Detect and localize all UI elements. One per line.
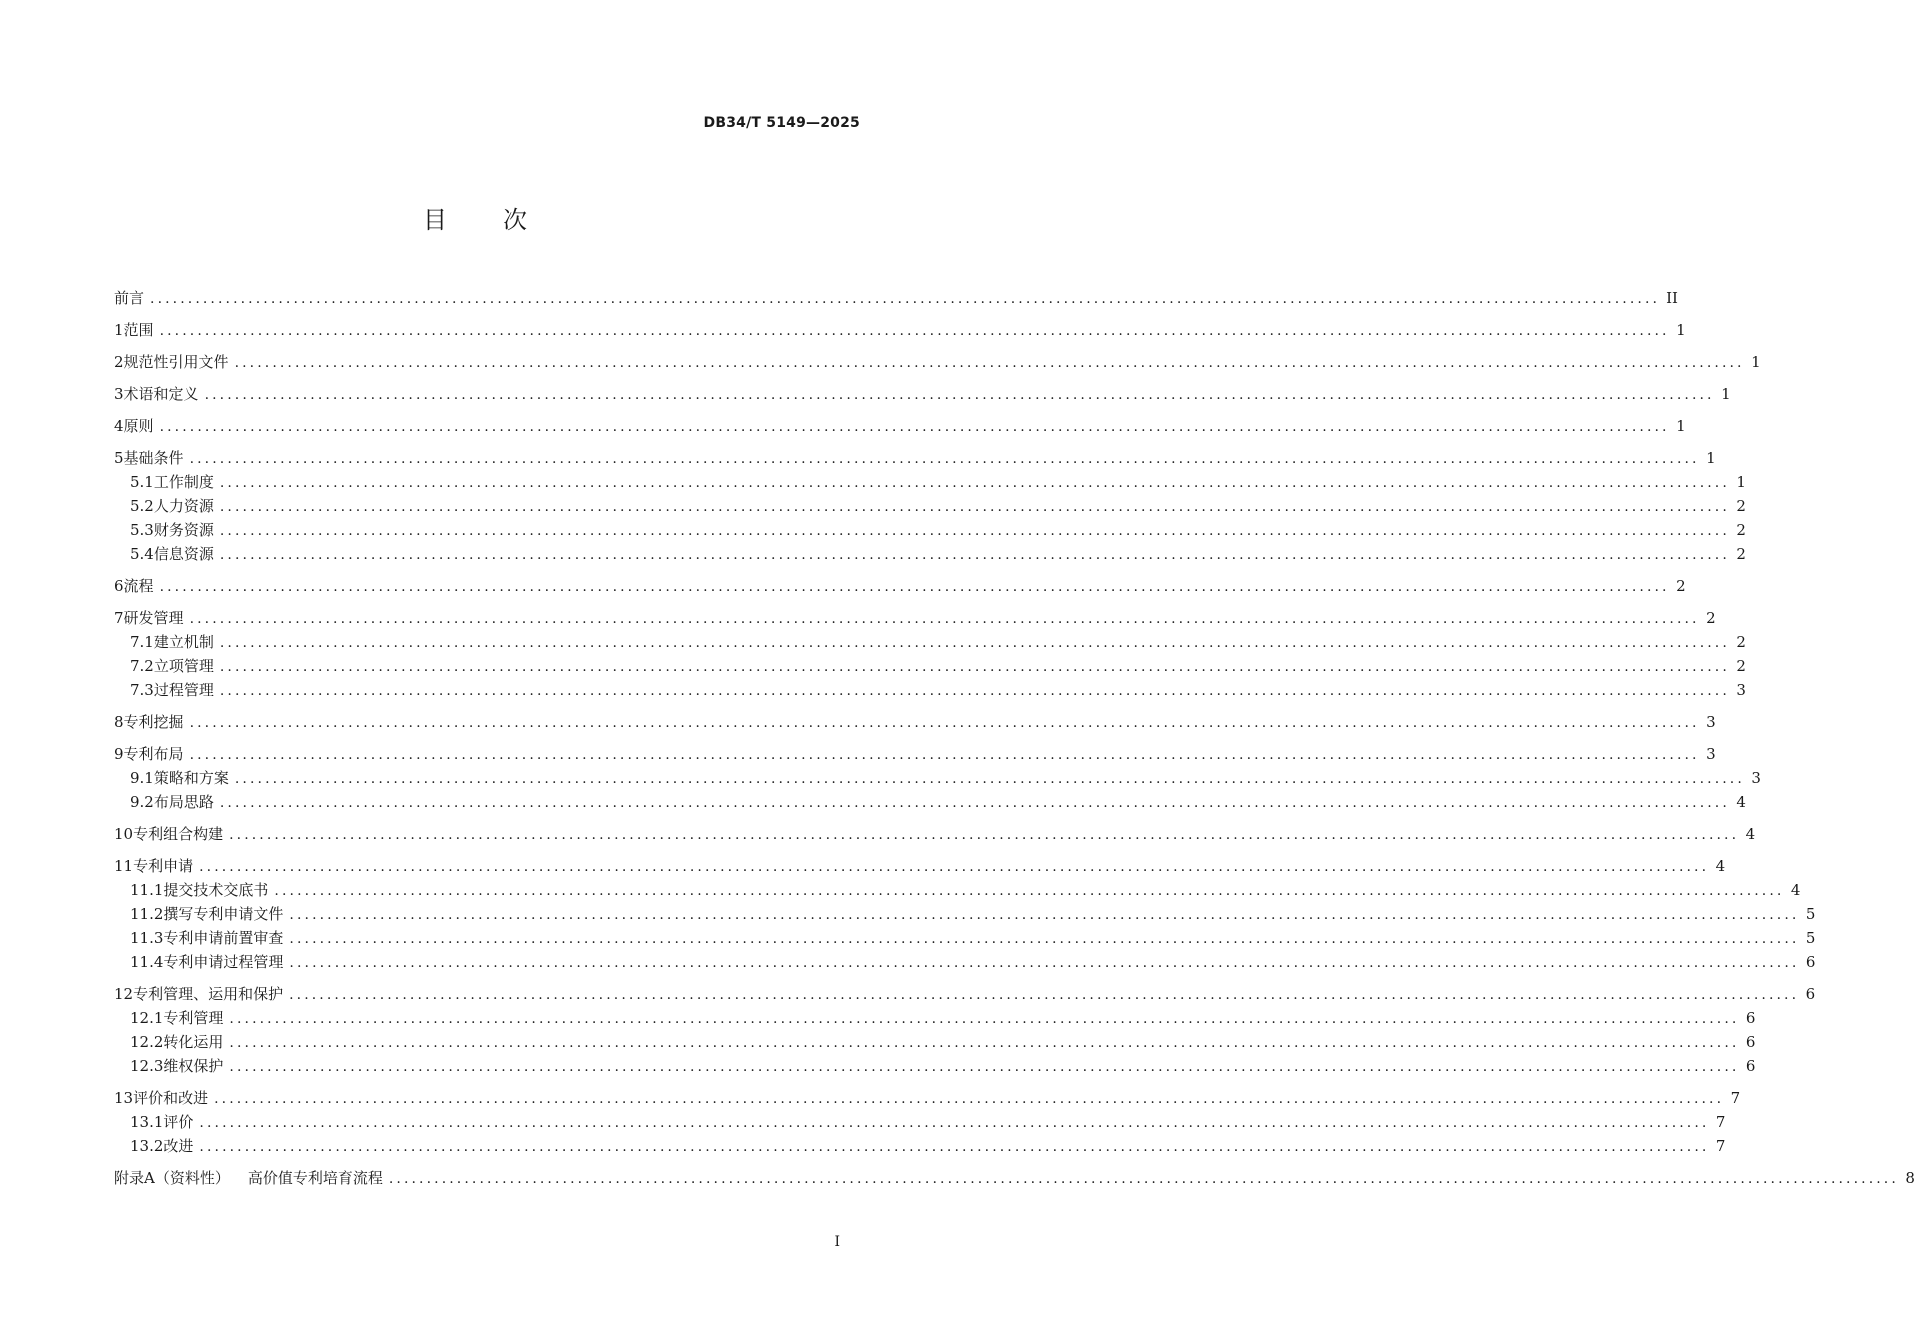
toc-entry[interactable]	[114, 1086, 1741, 1110]
dot-leader: ........................................................................................................................................................................................................	[150, 291, 1661, 307]
table-of-contents	[114, 286, 1915, 1190]
toc-entry-page: 7	[1730, 1089, 1741, 1107]
toc-entry-number: 6	[114, 577, 124, 595]
toc-entry-page: 3	[1751, 769, 1761, 787]
dot-leader: ........................................................................................................................................................................................................	[234, 355, 1745, 371]
toc-entry[interactable]	[114, 902, 1816, 926]
toc-entry-number: 11.1	[130, 881, 164, 899]
toc-entry[interactable]	[114, 678, 1746, 702]
toc-entry-label: 专利申请过程管理	[163, 953, 284, 971]
toc-entry-number: 5	[114, 449, 124, 467]
toc-entry-number: 11.4	[130, 953, 164, 971]
toc-entry-label: 过程管理	[153, 681, 214, 699]
dot-leader: ........................................................................................................................................................................................................	[274, 883, 1785, 899]
dot-leader: ........................................................................................................................................................................................................	[189, 451, 1700, 467]
toc-entry[interactable]	[114, 630, 1746, 654]
toc-entry[interactable]	[114, 1166, 1915, 1190]
toc-entry-number: 1	[114, 321, 124, 339]
toc-entry-number: 9.1	[130, 769, 154, 787]
toc-entry-page: 3	[1736, 681, 1746, 699]
toc-entry-label: 流程	[123, 577, 154, 595]
toc-entry[interactable]	[114, 542, 1746, 566]
toc-entry[interactable]	[114, 1006, 1756, 1030]
toc-entry-number: 7	[114, 609, 124, 627]
dot-leader: ........................................................................................................................................................................................................	[229, 1059, 1740, 1075]
toc-entry[interactable]	[114, 878, 1801, 902]
toc-entry-label: 建立机制	[153, 633, 214, 651]
toc-entry-label: 原则	[123, 417, 154, 435]
toc-entry-label: 基础条件	[123, 449, 184, 467]
toc-entry[interactable]	[114, 854, 1726, 878]
toc-entry-page: 6	[1745, 1009, 1756, 1027]
toc-entry-page: 4	[1745, 825, 1756, 843]
toc-entry-page: 4	[1715, 857, 1726, 875]
toc-entry-number: 3	[114, 385, 124, 403]
toc-entry-label: 专利挖掘	[123, 713, 184, 731]
dot-leader: ........................................................................................................................................................................................................	[219, 795, 1730, 811]
dot-leader: ........................................................................................................................................................................................................	[289, 907, 1800, 923]
toc-entry-number: 7.2	[130, 657, 154, 675]
dot-leader: ........................................................................................................................................................................................................	[189, 747, 1700, 763]
toc-entry-page: 1	[1676, 321, 1686, 339]
dot-leader: ........................................................................................................................................................................................................	[388, 1171, 1899, 1187]
toc-entry-number: 11.3	[130, 929, 164, 947]
toc-entry-number: 2	[114, 353, 124, 371]
toc-entry-number: 11	[114, 857, 134, 875]
toc-entry-page: II	[1666, 289, 1678, 307]
dot-leader: ........................................................................................................................................................................................................	[159, 579, 1670, 595]
toc-entry[interactable]	[114, 654, 1746, 678]
toc-entry-page: 3	[1706, 713, 1716, 731]
dot-leader: ........................................................................................................................................................................................................	[229, 1035, 1740, 1051]
toc-entry-page: 6	[1745, 1033, 1756, 1051]
toc-entry-number: 12	[114, 985, 134, 1003]
toc-entry-number: 5.4	[130, 545, 154, 563]
toc-entry-label: 专利布局	[123, 745, 184, 763]
toc-entry-number: 4	[114, 417, 124, 435]
toc-entry-label: 信息资源	[153, 545, 214, 563]
dot-leader: ........................................................................................................................................................................................................	[219, 547, 1730, 563]
toc-entry-number: 5.2	[130, 497, 154, 515]
toc-entry-label: 维权保护	[163, 1057, 224, 1075]
toc-entry-label: 转化运用	[163, 1033, 224, 1051]
dot-leader: ........................................................................................................................................................................................................	[229, 827, 1740, 843]
toc-entry-number: 10	[114, 825, 134, 843]
dot-leader: ........................................................................................................................................................................................................	[289, 955, 1800, 971]
dot-leader: ........................................................................................................................................................................................................	[189, 715, 1700, 731]
document-code: DB34/T 5149—2025	[703, 115, 860, 131]
dot-leader: ........................................................................................................................................................................................................	[199, 859, 1710, 875]
toc-entry-page: 1	[1676, 417, 1686, 435]
dot-leader: ........................................................................................................................................................................................................	[219, 683, 1730, 699]
toc-entry[interactable]	[114, 982, 1816, 1006]
toc-entry[interactable]	[114, 606, 1716, 630]
dot-leader: ........................................................................................................................................................................................................	[219, 635, 1730, 651]
toc-entry-label: 专利管理、运用和保护	[133, 985, 284, 1003]
toc-entry-page: 2	[1736, 497, 1746, 515]
toc-entry-page: 6	[1805, 985, 1816, 1003]
toc-entry-number: 11.2	[130, 905, 164, 923]
toc-entry-label: 评价和改进	[133, 1089, 209, 1107]
toc-entry[interactable]	[114, 350, 1761, 374]
toc-entry-label: 附录A（资料性）	[114, 1169, 230, 1187]
toc-entry-page: 8	[1905, 1169, 1915, 1187]
toc-entry-page: 4	[1736, 793, 1746, 811]
dot-leader: ........................................................................................................................................................................................................	[159, 419, 1670, 435]
toc-entry[interactable]	[114, 710, 1716, 734]
toc-entry[interactable]	[114, 822, 1756, 846]
toc-entry-number: 12.2	[130, 1033, 164, 1051]
toc-entry-number: 13.2	[130, 1137, 164, 1155]
toc-entry-page: 1	[1751, 353, 1761, 371]
dot-leader: ........................................................................................................................................................................................................	[199, 1139, 1710, 1155]
toc-entry[interactable]	[114, 518, 1746, 542]
toc-entry-label: 提交技术交底书	[163, 881, 269, 899]
dot-leader: ........................................................................................................................................................................................................	[219, 499, 1730, 515]
toc-entry[interactable]	[114, 494, 1746, 518]
toc-entry-number: 7.3	[130, 681, 154, 699]
toc-entry[interactable]	[114, 790, 1746, 814]
toc-entry-label: 立项管理	[153, 657, 214, 675]
toc-entry-label: 人力资源	[153, 497, 214, 515]
toc-entry[interactable]	[114, 1054, 1756, 1078]
toc-entry-label: 工作制度	[153, 473, 214, 491]
dot-leader: ........................................................................................................................................................................................................	[204, 387, 1715, 403]
toc-entry-label: 专利申请	[133, 857, 194, 875]
toc-entry[interactable]	[114, 574, 1686, 598]
toc-entry-number: 9.2	[130, 793, 154, 811]
toc-entry-number: 5.1	[130, 473, 154, 491]
dot-leader: ........................................................................................................................................................................................................	[289, 931, 1800, 947]
page-number: I	[834, 1234, 840, 1250]
toc-entry-page: 7	[1715, 1113, 1726, 1131]
dot-leader: ........................................................................................................................................................................................................	[229, 1011, 1740, 1027]
toc-entry-label: 专利管理	[163, 1009, 224, 1027]
toc-entry-label: 改进	[163, 1137, 194, 1155]
toc-entry-page: 5	[1805, 929, 1816, 947]
toc-entry-title: 高价值专利培育流程	[247, 1169, 383, 1187]
toc-entry-label: 研发管理	[123, 609, 184, 627]
toc-entry[interactable]	[114, 926, 1816, 950]
toc-entry-number: 13	[114, 1089, 134, 1107]
toc-entry[interactable]	[114, 382, 1731, 406]
toc-entry[interactable]	[114, 446, 1716, 470]
toc-entry-label: 规范性引用文件	[123, 353, 229, 371]
toc-entry[interactable]	[114, 318, 1686, 342]
toc-entry-page: 6	[1805, 953, 1816, 971]
toc-entry-page: 2	[1736, 521, 1746, 539]
toc-entry-label: 布局思路	[153, 793, 214, 811]
dot-leader: ........................................................................................................................................................................................................	[219, 659, 1730, 675]
toc-entry-page: 1	[1736, 473, 1746, 491]
toc-entry-page: 1	[1706, 449, 1716, 467]
toc-entry-page: 6	[1745, 1057, 1756, 1075]
toc-entry-label: 评价	[163, 1113, 194, 1131]
dot-leader: ........................................................................................................................................................................................................	[219, 523, 1730, 539]
toc-entry-label: 专利组合构建	[133, 825, 224, 843]
toc-entry-page: 2	[1736, 545, 1746, 563]
toc-entry-number: 8	[114, 713, 124, 731]
dot-leader: ........................................................................................................................................................................................................	[234, 771, 1745, 787]
dot-leader: ........................................................................................................................................................................................................	[199, 1115, 1710, 1131]
toc-entry-label: 术语和定义	[123, 385, 199, 403]
toc-entry-page: 2	[1736, 633, 1746, 651]
toc-entry-number: 7.1	[130, 633, 154, 651]
toc-entry-page: 2	[1676, 577, 1686, 595]
toc-entry-number: 12.3	[130, 1057, 164, 1075]
toc-entry[interactable]	[114, 1134, 1726, 1158]
toc-entry-page: 2	[1736, 657, 1746, 675]
toc-entry[interactable]	[114, 766, 1761, 790]
toc-entry-page: 3	[1706, 745, 1716, 763]
toc-entry-page: 2	[1706, 609, 1716, 627]
dot-leader: ........................................................................................................................................................................................................	[189, 611, 1700, 627]
toc-entry-page: 1	[1721, 385, 1731, 403]
page-title: 目次	[423, 206, 583, 234]
toc-entry-label: 财务资源	[153, 521, 214, 539]
toc-entry-label: 前言	[114, 289, 145, 307]
toc-entry-number: 12.1	[130, 1009, 164, 1027]
toc-entry[interactable]	[114, 1030, 1756, 1054]
dot-leader: ........................................................................................................................................................................................................	[159, 323, 1670, 339]
toc-entry[interactable]	[114, 1110, 1726, 1134]
toc-entry-page: 7	[1715, 1137, 1726, 1155]
toc-entry[interactable]	[114, 286, 1678, 310]
toc-entry-number: 13.1	[130, 1113, 164, 1131]
dot-leader: ........................................................................................................................................................................................................	[289, 987, 1800, 1003]
toc-entry[interactable]	[114, 414, 1686, 438]
toc-entry-page: 5	[1805, 905, 1816, 923]
toc-entry-label: 撰写专利申请文件	[163, 905, 284, 923]
toc-entry[interactable]	[114, 950, 1816, 974]
toc-entry[interactable]	[114, 470, 1746, 494]
toc-entry[interactable]	[114, 742, 1716, 766]
toc-entry-number: 9	[114, 745, 124, 763]
dot-leader: ........................................................................................................................................................................................................	[219, 475, 1730, 491]
toc-entry-label: 范围	[123, 321, 154, 339]
toc-entry-label: 策略和方案	[153, 769, 229, 787]
dot-leader: ........................................................................................................................................................................................................	[214, 1091, 1725, 1107]
toc-entry-label: 专利申请前置审查	[163, 929, 284, 947]
toc-entry-page: 4	[1790, 881, 1801, 899]
toc-entry-number: 5.3	[130, 521, 154, 539]
